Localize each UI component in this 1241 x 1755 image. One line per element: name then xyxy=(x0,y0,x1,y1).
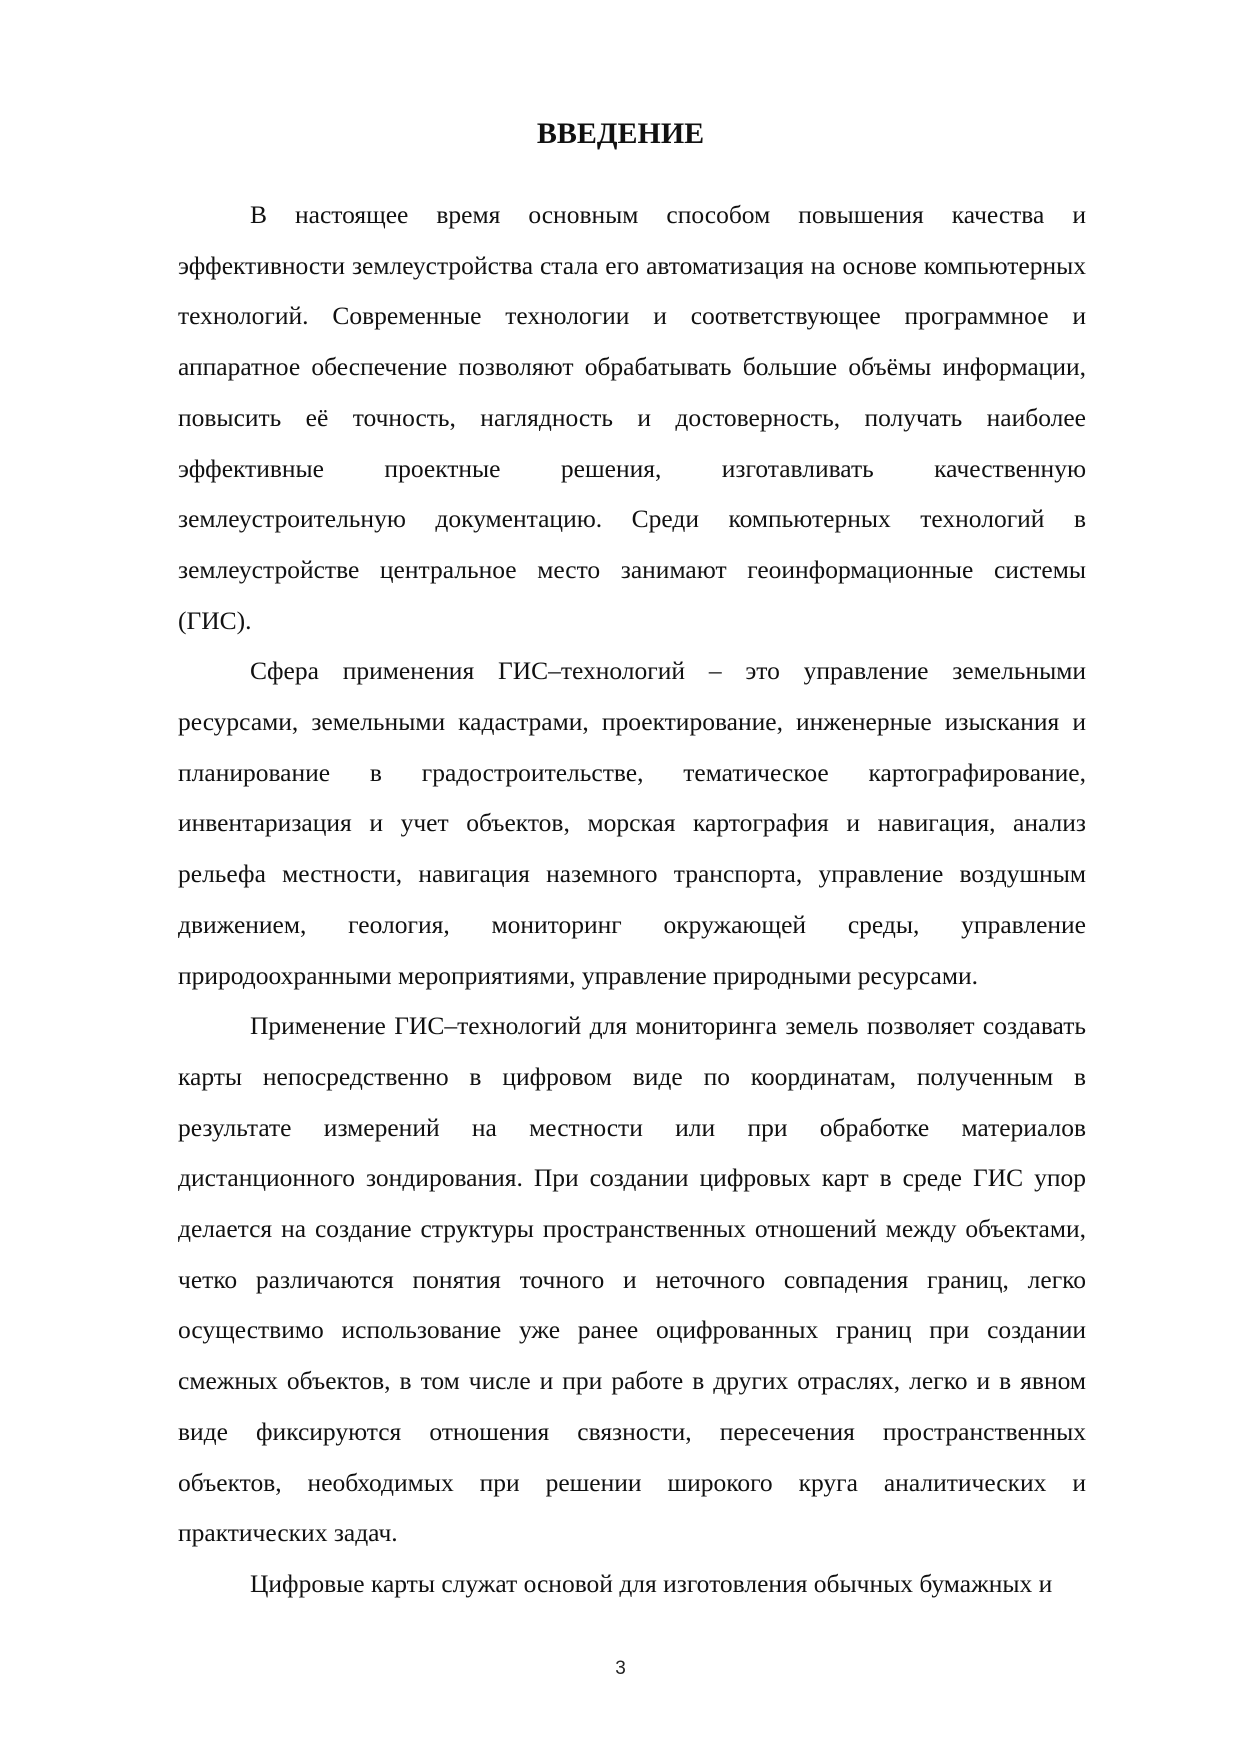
paragraph-3: Применение ГИС–технологий для мониторинга земель позволяет создавать карты непосредственно в цифровом виде по координатам, полученным в результате измерений на местности или при обработке материалов дистанционного зондирования. При создании цифровых карт в среде ГИС упор делается на создание структуры пространственных отношений между объектами, четко различаются понятия точного и неточного совпадения границ, легко осуществимо использование уже ранее оцифрованных границ при создании смежных объектов, в том числе и при работе в других отраслях, легко и в явном виде фиксируются отношения связности, пересечения пространственных объектов, необходимых при решении широкого круга аналитических и практических задач. xyxy=(178,1011,1086,1548)
paragraph-4: Цифровые карты служат основой для изготовления обычных бумажных и xyxy=(250,1568,1053,1598)
paragraph-2: Сфера применения ГИС–технологий – это управление земельными ресурсами, земельными кадастрами, проектирование, инженерные изыскания и планирование в градостроительстве, тематическое картографирование, инвентаризация и учет объектов, морская картография и навигация, анализ рельефа местности, навигация наземного транспорта, управление воздушным движением, геология, мониторинг окружающей среды, управление природоохранными мероприятиями, управление природными ресурсами. xyxy=(178,656,1086,990)
page-title: ВВЕДЕНИЕ xyxy=(536,117,705,150)
document-body xyxy=(178,190,1086,1610)
page-number: 3 xyxy=(615,1658,626,1679)
paragraph-1: В настоящее время основным способом повышения качества и эффективности землеустройства стала его автоматизация на основе компьютерных технологий. Современные технологии и соответствующее программное и аппаратное обеспечение позволяют обрабатывать большие объёмы информации, повысить её точность, наглядность и достоверность, получать наиболее эффективные проектные решения, изготавливать качественную землеустроительную документацию. Среди компьютерных технологий в землеустройстве центральное место занимают геоинформационные системы (ГИС). xyxy=(178,200,1086,635)
